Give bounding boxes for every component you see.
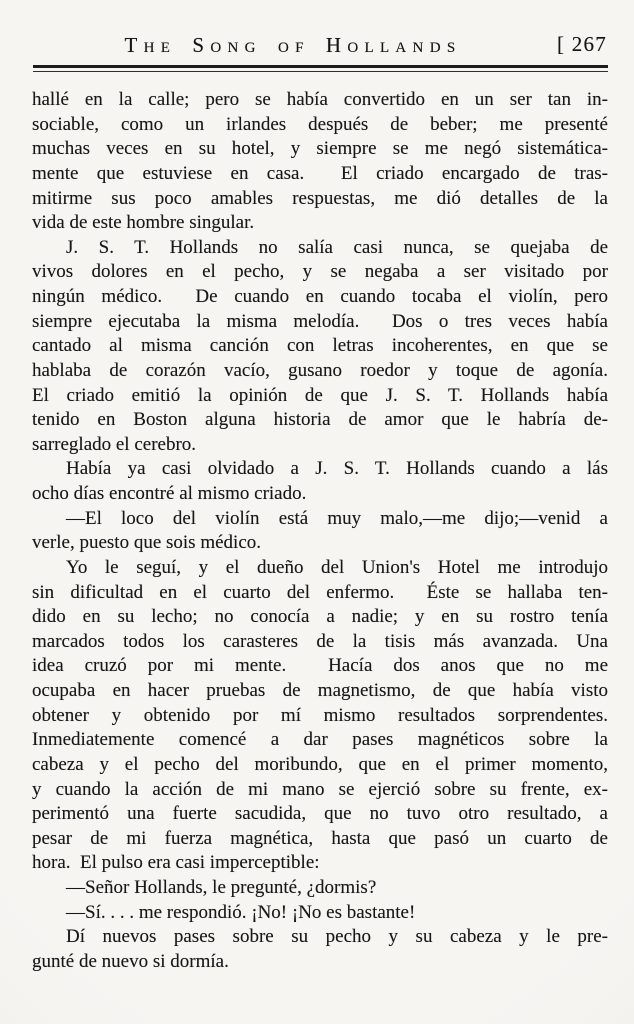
text-line: —El loco del violín está muy malo,—me dijo;—venid a: [66, 507, 608, 529]
text-line: perimentó una fuerte sacudida, que no tuvo otro resultado, a: [32, 803, 608, 825]
text-line: Yo le seguí, y el dueño del Union's Hotel me introdujo: [66, 556, 608, 578]
text-column: [32, 0, 608, 972]
text-line: J. S. T. Hollands no salía casi nunca, se quejaba de: [66, 236, 608, 258]
text-line: ocupaba en hacer pruebas de magnetismo, de que había visto: [32, 680, 608, 701]
text-line: Dí nuevos pases sobre su pecho y su cabeza y le pre-: [66, 926, 608, 948]
text-line: idea cruzó por mi mente. Hacía dos anos que no me: [32, 655, 608, 677]
text-line: tenido en Boston alguna historia de amor que le habría de-: [32, 409, 608, 431]
text-line: vida de este hombre singular.: [32, 212, 255, 234]
text-line: sociable, como un irlandes después de beber; me presenté: [32, 113, 608, 135]
text-line: marcados todos los carasteres de la tisis más avanzada. Una: [32, 630, 608, 652]
text-line: cabeza y el pecho del moribundo, que en el primer momento,: [32, 753, 608, 775]
text-line: ocho días encontré al mismo criado.: [32, 483, 307, 504]
header-rule: [33, 65, 608, 72]
text-line: —Señor Hollands, le pregunté, ¿dormis?: [66, 877, 377, 898]
running-title: The Song of Hollands: [124, 33, 462, 57]
text-line: —Sí. . . . me respondió. ¡No! ¡No es bastante!: [66, 901, 416, 923]
text-line: siempre ejecutaba la misma melodía. Dos o tres veces había: [32, 310, 608, 332]
text-line: gunté de nuevo si dormía.: [32, 950, 229, 972]
text-line: Había ya casi olvidado a J. S. T. Hollands cuando a lás: [66, 458, 608, 480]
text-line: dido en su lecho; no conocía a nadie; y en su rostro tenía: [32, 606, 608, 628]
text-line: hora. El pulso era casi imperceptible:: [32, 852, 320, 874]
text-line: vivos dolores en el pecho, y se negaba a ser visitado por: [32, 261, 608, 283]
text-line: Inmediatemente comencé a dar pases magnéticos sobre la: [32, 729, 608, 751]
text-line: sin dificultad en el cuarto del enfermo. Éste se hallaba ten-: [32, 581, 608, 603]
text-line: hallé en la calle; pero se había convertido en un ser tan in-: [32, 89, 608, 110]
page-number: [ 267: [556, 32, 607, 56]
text-line: sarreglado el cerebro.: [32, 433, 197, 455]
text-line: El criado emitió la opinión de que J. S. T. Hollands había: [32, 384, 608, 406]
text-line: hablaba de corazón vacío, gusano roedor y toque de agonía.: [32, 359, 608, 381]
text-line: obtener y obtenido por mí mismo resultados sorprendentes.: [32, 704, 608, 726]
text-line: ningún médico. De cuando en cuando tocaba el violín, pero: [32, 286, 608, 307]
text-line: muchas veces en su hotel, y siempre se me negó sistemática-: [32, 138, 608, 160]
page-header: [32, 0, 608, 62]
text-line: mitirme sus poco amables respuestas, me dió detalles de la: [32, 187, 608, 209]
text-line: y cuando la acción de mi mano se ejerció sobre su frente, ex-: [32, 778, 608, 800]
text-line: verle, puesto que sois médico.: [32, 532, 262, 554]
text-line: pesar de mi fuerza magnética, hasta que pasó un cuarto de: [32, 827, 608, 849]
text-line: cantado al misma canción con letras incoherentes, en que se: [32, 335, 608, 357]
page-body: [32, 88, 608, 975]
text-line: mente que estuviese en casa. El criado encargado de tras-: [32, 162, 608, 184]
